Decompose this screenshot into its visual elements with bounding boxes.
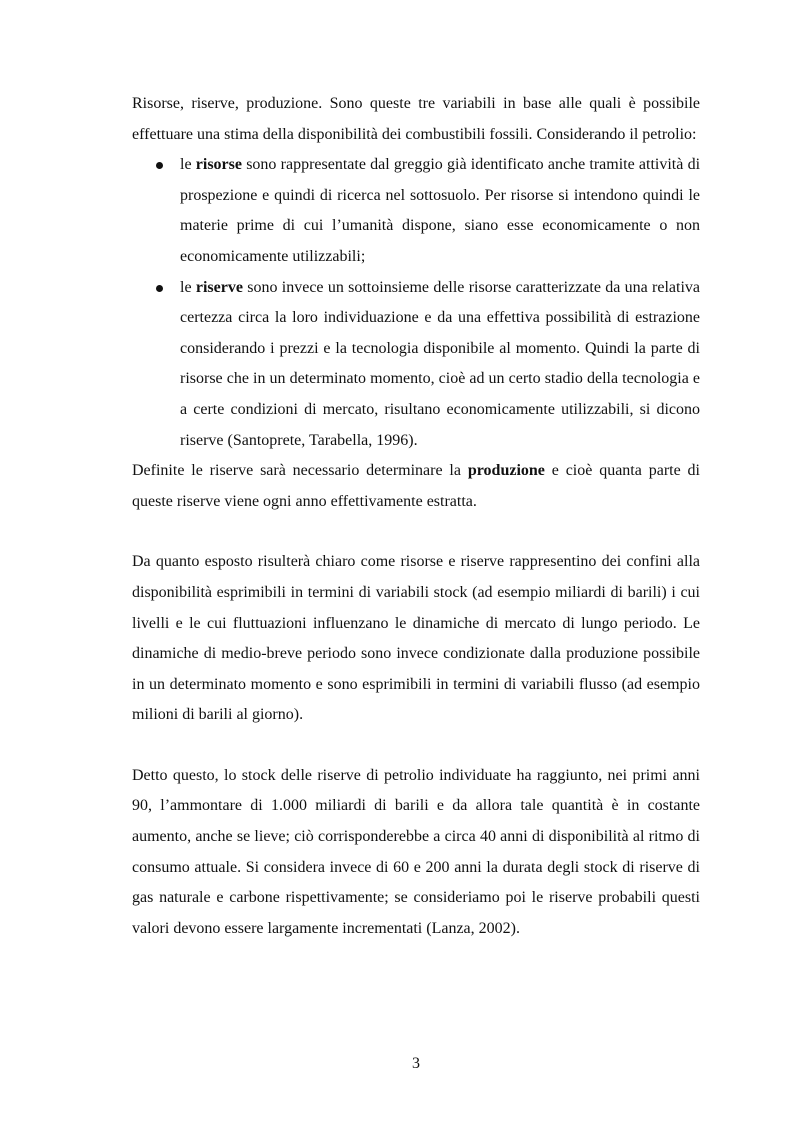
paragraph-spacer <box>132 731 700 761</box>
list-item-text: sono rappresentate dal greggio già identificato anche tramite attività di prospezione e quindi di ricerca nel sottosuolo. Per risorse si intendono quindi le materie prime di cui l’umanità dispone, siano esse economicamente o non economicamente utilizzabili; <box>180 156 701 265</box>
page-number: 3 <box>412 1055 420 1072</box>
production-paragraph <box>132 456 700 517</box>
bullet-icon <box>156 162 163 169</box>
reserves-quantity-paragraph: Detto questo, lo stock delle riserve di petrolio individuate ha raggiunto, nei primi anni 90, l’ammontare di 1.000 miliardi di barili e da allora tale quantità è in costante aumento, anche se lieve; ciò corrisponderebbe a circa 40 anni di disponibilità al ritmo di consumo attuale. Si considera invece di 60 e 200 anni la durata degli stock di riserve di gas naturale e carbone rispettivamente; se consideriamo poi le riserve probabili questi valori devono essere largamente incrementati (Lanza, 2002). <box>132 766 700 937</box>
stock-flow-paragraph: Da quanto esposto risulterà chiaro come risorse e riserve rappresentino dei confini alla disponibilità esprimibili in termini di variabili stock (ad esempio miliardi di barili) i cui livelli e le cui fluttuazioni influenzano le dinamiche di mercato di lungo periodo. Le dinamiche di medio-breve periodo sono invece condizionate dalla produzione possibile in un determinato momento e sono esprimibili in termini di variabili flusso (ad esempio milioni di barili al giorno). <box>132 553 700 724</box>
production-before: Definite le riserve sarà necessario determinare la <box>132 462 468 480</box>
bullet-icon <box>156 285 163 292</box>
list-item-prefix: le <box>180 278 196 296</box>
list-item-risorse <box>132 150 700 272</box>
term-risorse: risorse <box>195 156 242 174</box>
list-item-text: sono invece un sottoinsieme delle risorse caratterizzate da una relativa certezza circa la loro individuazione e da una effettiva possibilità di estrazione considerando i prezzi e la tecnologia disponibile al momento. Quindi la parte di risorse che in un determinato momento, cioè ad un certo stadio della tecnologia e a certe condizioni di mercato, risultano economicamente utilizzabili, si dicono riserve (Santoprete, Tarabella, 1996). <box>180 278 701 449</box>
paragraph-spacer <box>132 517 700 547</box>
document-body <box>132 89 700 944</box>
definitions-list <box>132 150 700 456</box>
list-item-prefix: le <box>180 156 196 174</box>
production-after: e cioè quanta parte di queste riserve viene ogni anno effettivamente estratta. <box>132 462 700 510</box>
intro-paragraph: Risorse, riserve, produzione. Sono queste tre variabili in base alle quali è possibile effettuare una stima della disponibilità dei combustibili fossili. Considerando il petrolio: <box>132 95 700 143</box>
term-produzione: produzione <box>467 462 545 480</box>
term-riserve: riserve <box>195 278 243 296</box>
list-item-riserve <box>132 273 700 457</box>
